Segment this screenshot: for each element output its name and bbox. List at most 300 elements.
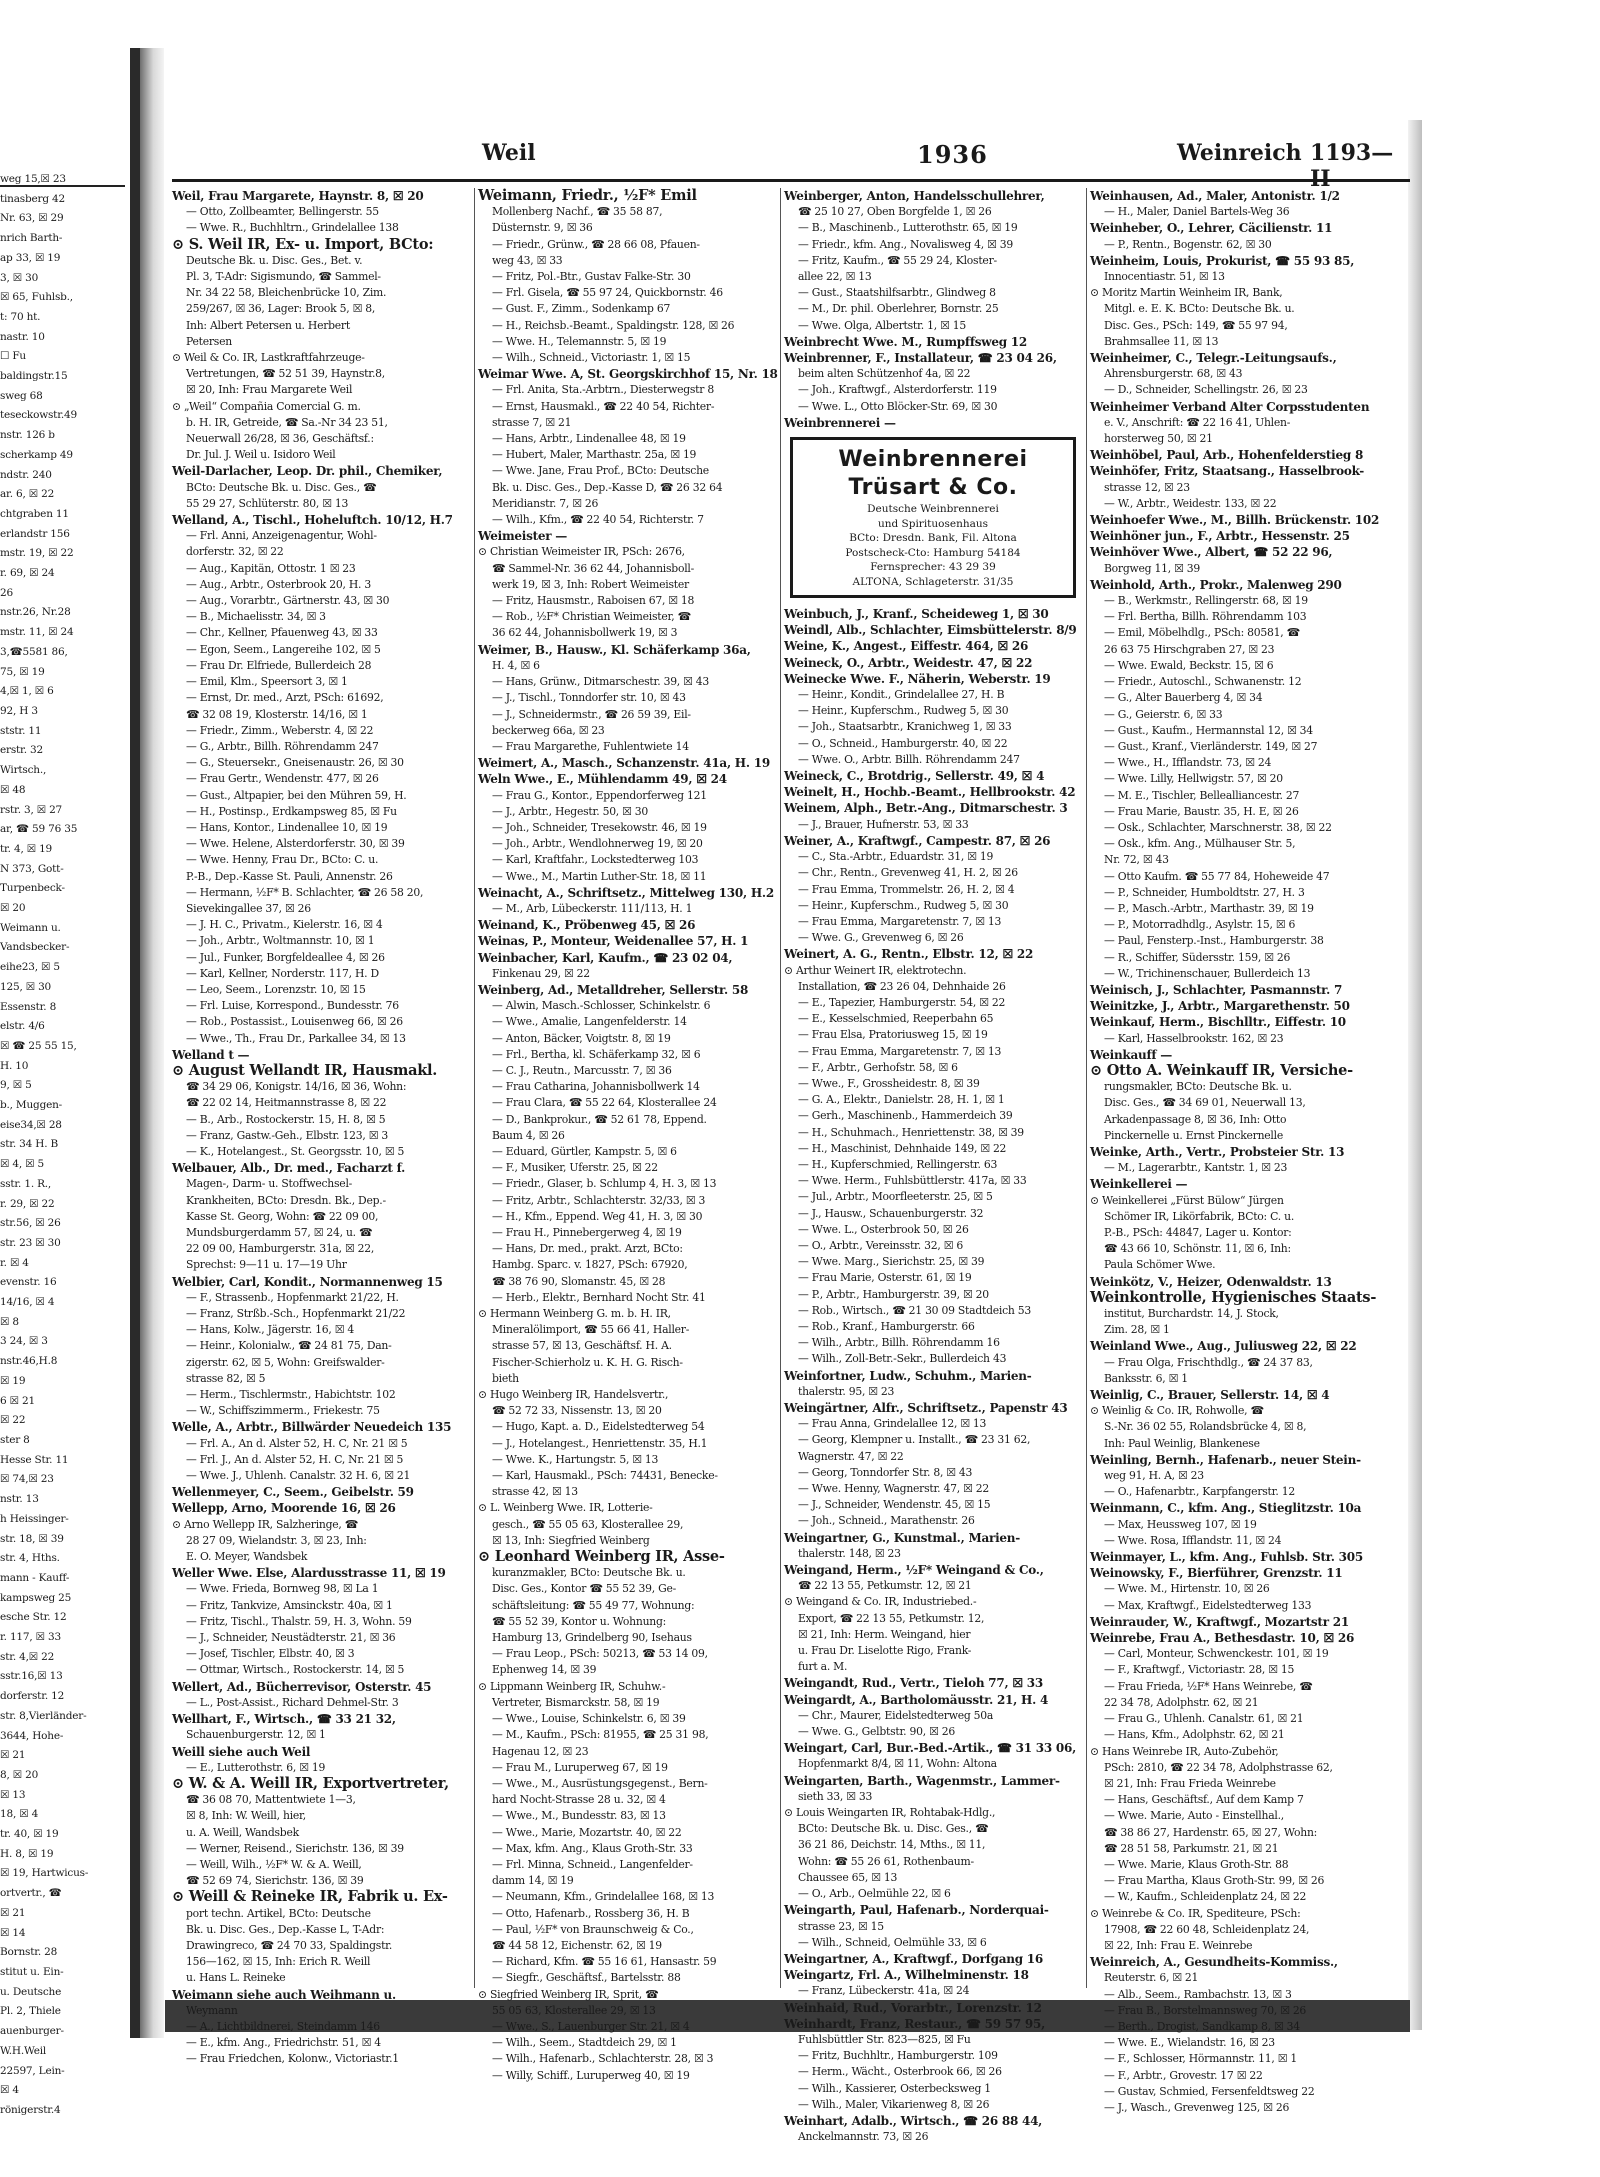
- directory-entry-continuation: — Aug., Kapitän, Ottostr. 1 ☒ 23: [186, 561, 356, 575]
- previous-page-line: kampsweg 25: [0, 1591, 72, 1604]
- directory-entry-continuation: — Chr., Rentn., Grevenweg 41, H. 2, ☒ 26: [798, 866, 1018, 880]
- directory-entry-continuation: — Frl. J., An d. Alster 52, H. C, Nr. 21 ☒ 5: [186, 1452, 404, 1466]
- directory-entry-continuation: — Emil, Möbelhdlg., PSch: 80581, ☎: [1104, 626, 1300, 640]
- previous-page-line: ap 33, ☒ 19: [0, 251, 61, 264]
- directory-entry-continuation: — W., Arbtr., Weidestr. 133, ☒ 22: [1104, 496, 1277, 510]
- directory-entry-continuation: — F., Schlosser, Hörmannstr. 11, ☒ 1: [1104, 2052, 1297, 2066]
- directory-entry-continuation: ☎ 22 02 14, Heitmannstrasse 8, ☒ 22: [186, 1096, 387, 1110]
- header-year: 1936: [917, 140, 988, 169]
- directory-entry-continuation: Fischer-Schierholz u. K. H. G. Risch-: [492, 1355, 683, 1369]
- directory-entry: Weinhold, Arth., Prokr., Malenweg 290: [1090, 577, 1342, 592]
- directory-entry: Weinberg, Ad., Metalldreher, Sellerstr. 58: [478, 982, 749, 997]
- ad-line: Fernsprecher: 43 29 39: [870, 561, 996, 574]
- directory-entry-continuation: — M., Kaufm., PSch: 81955, ☎ 25 31 98,: [492, 1728, 709, 1742]
- directory-entry-continuation: — R., Schiffer, Südersstr. 159, ☒ 26: [1104, 950, 1291, 964]
- directory-entry-continuation: ☎ 52 69 74, Sierichstr. 136, ☒ 39: [186, 1874, 364, 1888]
- directory-entry: Wellert, Ad., Bücherrevisor, Osterstr. 45: [172, 1679, 432, 1694]
- directory-entry-continuation: — Wwe., Marie, Mozartstr. 40, ☒ 22: [492, 1825, 682, 1839]
- directory-entry-continuation: 22 09 00, Hamburgerstr. 31a, ☒ 22,: [186, 1242, 375, 1256]
- directory-entry-continuation: weg 43, ☒ 33: [492, 253, 563, 267]
- directory-entry: ⊙ August Wellandt IR, Hausmakl.: [172, 1061, 438, 1079]
- directory-entry-continuation: — Hans, Kfm., Adolphstr. 62, ☒ 21: [1104, 1728, 1285, 1742]
- directory-entry-continuation: Fuhlsbüttler Str. 823—825, ☒ Fu: [798, 2032, 971, 2046]
- directory-entry-continuation: — Weill, Wilh., ½F* W. & A. Weill,: [186, 1857, 362, 1871]
- previous-page-line: ☒ 21: [0, 1906, 26, 1919]
- directory-entry: Weingartner, G., Kunstmal., Marien-: [784, 1530, 1020, 1545]
- directory-entry-continuation: — Paul, Fensterp.-Inst., Hamburgerstr. 38: [1104, 934, 1324, 948]
- directory-entry-continuation: — H., Maler, Daniel Bartels-Weg 36: [1104, 205, 1290, 219]
- directory-entry: Weinmayer, L., kfm. Ang., Fuhlsb. Str. 305: [1090, 1550, 1363, 1565]
- previous-page-line: nstr. 126 b: [0, 429, 55, 442]
- directory-entry-continuation: — J. H. C., Privatm., Kielerstr. 16, ☒ 4: [186, 918, 383, 932]
- directory-entry: Weinisch, J., Schlachter, Pasmannstr. 7: [1090, 982, 1343, 997]
- directory-entry-continuation: — C., Sta.-Arbtr., Eduardstr. 31, ☒ 19: [798, 850, 994, 864]
- directory-entry-continuation: — Paul, ½F* von Braunschweig & Co.,: [492, 1922, 694, 1936]
- directory-entry-continuation: sieth 33, ☒ 33: [798, 1789, 873, 1803]
- directory-entry-continuation: — P., Arbtr., Hamburgerstr. 39, ☒ 20: [798, 1287, 989, 1301]
- directory-entry: Welbier, Carl, Kondit., Normannenweg 15: [172, 1274, 443, 1289]
- directory-entry-continuation: — Gust. F., Zimm., Sodenkamp 67: [492, 302, 671, 316]
- previous-page-line: 18, ☒ 4: [0, 1808, 39, 1821]
- directory-entry-continuation: — Joh., Arbtr., Woltmannstr. 10, ☒ 1: [186, 934, 375, 948]
- directory-entry-continuation: — Karl, Hasselbrookstr. 162, ☒ 23: [1104, 1031, 1284, 1045]
- directory-entry-continuation: — Franz, Gastw.-Geh., Elbstr. 123, ☒ 3: [186, 1128, 388, 1142]
- directory-entry-continuation: — G., Geierstr. 6, ☒ 33: [1104, 707, 1223, 721]
- directory-entry-continuation: — Frau Emma, Trommelstr. 26, H. 2, ☒ 4: [798, 882, 1015, 896]
- column-divider: [780, 188, 781, 1988]
- previous-page-line: 3,☎5581 86,: [0, 645, 68, 658]
- directory-entry-continuation: — Herb., Elektr., Bernhard Nocht Str. 41: [492, 1290, 706, 1304]
- ad-subtitle: Trüsart & Co.: [848, 475, 1018, 501]
- previous-page-line: ☒ ☎ 25 55 15,: [0, 1039, 77, 1052]
- directory-entry-continuation: Brahmsallee 11, ☒ 13: [1104, 334, 1219, 348]
- directory-entry-continuation: — Friedr., Zimm., Weberstr. 4, ☒ 22: [186, 723, 374, 737]
- directory-entry-continuation: — Chr., Kellner, Pfauenweg 43, ☒ 33: [186, 626, 378, 640]
- directory-entry-continuation: Nr. 34 22 58, Bleichenbrücke 10, Zim.: [186, 286, 387, 300]
- directory-column-4: [1090, 188, 1408, 2114]
- previous-page-line: ☒ 13: [0, 1788, 26, 1801]
- directory-entry-continuation: Innocentiastr. 51, ☒ 13: [1104, 270, 1225, 284]
- previous-page-line: ☒ 48: [0, 783, 26, 796]
- directory-entry-continuation: — Frl. Anni, Anzeigenagentur, Wohl-: [186, 529, 377, 543]
- previous-page-line: sstr.16,☒ 13: [0, 1670, 63, 1683]
- directory-entry-continuation: — M. E., Tischler, Bellealliancestr. 27: [1104, 788, 1300, 802]
- directory-entry-continuation: — Ernst, Dr. med., Arzt, PSch: 61692,: [186, 691, 384, 705]
- directory-entry-continuation: — J., Schneider, Neustädterstr. 21, ☒ 36: [186, 1631, 396, 1645]
- directory-entry-continuation: Export, ☎ 22 13 55, Petkumstr. 12,: [798, 1611, 985, 1625]
- directory-entry-continuation: — Wwe. Henny, Frau Dr., BCto: C. u.: [186, 853, 379, 867]
- directory-entry: Welland t —: [172, 1047, 250, 1062]
- previous-page-line: Hesse Str. 11: [0, 1453, 69, 1466]
- directory-entry-continuation: — F., Musiker, Uferstr. 25, ☒ 22: [492, 1161, 658, 1175]
- previous-page-line: erstr. 32: [0, 744, 43, 757]
- directory-entry-continuation: Bk. u. Disc. Ges., Dep.-Kasse D, ☎ 26 32 64: [492, 480, 723, 494]
- directory-entry-continuation: — Franz, Strßb.-Sch., Hopfenmarkt 21/22: [186, 1307, 406, 1321]
- directory-entry-continuation: ☎ 43 66 10, Schönstr. 11, ☒ 6, Inh:: [1104, 1242, 1291, 1256]
- directory-entry-continuation: beckerweg 66a, ☒ 23: [492, 723, 605, 737]
- previous-page-line: N 373, Gott-: [0, 862, 64, 875]
- directory-entry-continuation: — Rob., ½F* Christian Weimeister, ☎: [492, 610, 691, 624]
- directory-entry-continuation: — P., Rentn., Bogenstr. 62, ☒ 30: [1104, 237, 1272, 251]
- directory-entry-continuation: ☒ 13, Inh: Siegfried Weinberg: [492, 1533, 650, 1547]
- directory-entry-continuation: — Wwe. Olga, Albertstr. 1, ☒ 15: [798, 318, 966, 332]
- directory-entry-continuation: ☎ 55 52 39, Kontor u. Wohnung:: [492, 1614, 667, 1628]
- directory-entry: Weinkauf, Herm., Bischlltr., Eiffestr. 10: [1090, 1015, 1346, 1030]
- directory-entry-continuation: — B., Michaelisstr. 34, ☒ 3: [186, 610, 326, 624]
- directory-entry-continuation: beim alten Schützenhof 4a, ☒ 22: [798, 367, 971, 381]
- directory-entry-continuation: — Wilh., Schneid., Victoriastr. 1, ☒ 15: [492, 351, 691, 365]
- directory-entry-continuation: — Wwe. G., Gelbtstr. 90, ☒ 26: [798, 1725, 955, 1739]
- directory-entry: ⊙ Louis Weingarten IR, Rohtabak-Hdlg.,: [784, 1806, 996, 1820]
- directory-entry-continuation: — L., Post-Assist., Richard Dehmel-Str. 3: [186, 1695, 399, 1709]
- directory-entry-continuation: — Gust., Altpapier, bei den Mühren 59, H.: [186, 788, 407, 802]
- directory-entry-continuation: strasse 57, ☒ 13, Geschäftsf. H. A.: [492, 1339, 672, 1353]
- previous-page-line: H. 10: [0, 1059, 29, 1072]
- directory-entry-continuation: — Wwe., M., Bundesstr. 83, ☒ 13: [492, 1809, 666, 1823]
- directory-entry-continuation: Mollenberg Nachf., ☎ 35 58 87,: [492, 205, 663, 219]
- directory-entry: Weinhardt, Franz, Restaur., ☎ 59 57 95,: [784, 2016, 1045, 2031]
- directory-entry-continuation: Ahrensburgerstr. 68, ☒ 43: [1104, 367, 1243, 381]
- directory-entry-continuation: Düsternstr. 9, ☒ 36: [492, 221, 593, 235]
- header-page-number: 1193—II: [1310, 140, 1394, 192]
- previous-page-line: 3644, Hohe-: [0, 1729, 64, 1742]
- directory-entry-continuation: — Wwe. R., Buchhltrn., Grindelallee 138: [186, 221, 399, 235]
- previous-page-line: ☒ 19, Hartwicus-: [0, 1867, 89, 1880]
- directory-entry-continuation: zigerstr. 62, ☒ 5, Wohn: Greifswalder-: [186, 1355, 385, 1369]
- directory-entry: ⊙ Christian Weimeister IR, PSch: 2676,: [478, 545, 685, 559]
- directory-entry-continuation: — Alb., Seem., Rambachstr. 13, ☒ 3: [1104, 1987, 1292, 2001]
- previous-page-line: sstr. 1. R.,: [0, 1177, 52, 1190]
- directory-entry-continuation: thalerstr. 148, ☒ 23: [798, 1546, 901, 1560]
- directory-entry-continuation: — Frau M., Luruperweg 67, ☒ 19: [492, 1760, 668, 1774]
- previous-page-line: str. 4, Hths.: [0, 1552, 60, 1565]
- directory-entry-continuation: — Osk., kfm. Ang., Mülhauser Str. 5,: [1104, 837, 1296, 851]
- directory-entry-continuation: — Wwe. O., Arbtr. Billh. Röhrendamm 247: [798, 752, 1020, 766]
- header-rule: [172, 179, 1410, 182]
- directory-entry: Welland, A., Tischl., Hoheluftch. 10/12, H.7: [172, 513, 453, 528]
- directory-entry-continuation: Mundsburgerdamm 57, ☒ 24, u. ☎: [186, 1226, 373, 1239]
- directory-entry-continuation: — Fritz, Buchhltr., Hamburgerstr. 109: [798, 2049, 998, 2063]
- previous-page-line: ster 8: [0, 1434, 30, 1446]
- directory-entry-continuation: — Frau H., Pinnebergerweg 4, ☒ 19: [492, 1226, 682, 1239]
- directory-entry: Weimert, A., Masch., Schanzenstr. 41a, H. 19: [478, 756, 770, 771]
- directory-column-3: [784, 188, 1082, 2144]
- directory-entry: ⊙ Otto A. Weinkauff IR, Versiche-: [1090, 1061, 1353, 1079]
- directory-entry-continuation: — Wwe. Henny, Wagnerstr. 47, ☒ 22: [798, 1482, 989, 1496]
- directory-entry-continuation: — Joh., Schneider, Tresekowstr. 46, ☒ 19: [492, 820, 707, 834]
- previous-page-line: 3 24, ☒ 3: [0, 1335, 48, 1348]
- directory-entry-continuation: — Jul., Arbtr., Moorfleeterstr. 25, ☒ 5: [798, 1190, 993, 1204]
- directory-entry-continuation: — Friedr., kfm. Ang., Novalisweg 4, ☒ 39: [798, 237, 1013, 251]
- directory-entry-continuation: — Frl. Luise, Korrespond., Bundesstr. 76: [186, 999, 399, 1013]
- directory-entry-continuation: — W., Kaufm., Schleidenplatz 24, ☒ 22: [1104, 1890, 1307, 1904]
- directory-entry-continuation: — J., Tischl., Tonndorfer str. 10, ☒ 43: [492, 691, 686, 705]
- previous-page-line: tr. 4, ☒ 19: [0, 842, 53, 855]
- directory-entry-continuation: — B., Maschinenb., Lutterothstr. 65, ☒ 19: [798, 221, 1018, 235]
- directory-entry-continuation: — Wilh., Seem., Stadtdeich 29, ☒ 1: [492, 2036, 677, 2050]
- previous-page-line: W.H.Weil: [0, 2044, 47, 2057]
- directory-entry-continuation: — H., Kfm., Eppend. Weg 41, H. 3, ☒ 30: [492, 1209, 703, 1223]
- directory-entry-continuation: — Herm., Wächt., Osterbrook 66, ☒ 26: [798, 2065, 1002, 2079]
- directory-entry: Weingartz, Frl. A., Wilhelminenstr. 18: [784, 1968, 1029, 1983]
- directory-entry: Weimann, Friedr., ½F* Emil: [478, 187, 697, 204]
- directory-entry-continuation: — O., Hafenarbtr., Karpfangerstr. 12: [1104, 1485, 1295, 1499]
- ad-line: Postscheck-Cto: Hamburg 54184: [845, 546, 1021, 559]
- directory-entry-continuation: strasse 23, ☒ 15: [798, 1919, 884, 1933]
- directory-entry-continuation: — D., Schneider, Schellingstr. 26, ☒ 23: [1104, 383, 1308, 397]
- directory-entry-continuation: — G., Arbtr., Billh. Röhrendamm 247: [186, 739, 379, 753]
- directory-entry-continuation: port techn. Artikel, BCto: Deutsche: [186, 1906, 371, 1920]
- previous-page-line: 125, ☒ 30: [0, 980, 52, 993]
- directory-entry-continuation: u. A. Weill, Wandsbek: [186, 1825, 299, 1839]
- directory-entry-continuation: 259/267, ☒ 36, Lager: Brook 5, ☒ 8,: [186, 302, 376, 316]
- directory-entry: ⊙ Moritz Martin Weinheim IR, Bank,: [1090, 286, 1283, 300]
- directory-entry-continuation: — Wwe., M., Martin Luther-Str. 18, ☒ 11: [492, 869, 707, 883]
- directory-entry-continuation: — Frau Elsa, Pratoriusweg 15, ☒ 19: [798, 1028, 988, 1042]
- directory-entry-continuation: — Gust., Kaufm., Hermannstal 12, ☒ 34: [1104, 723, 1313, 737]
- directory-entry-continuation: — Fritz, Tankvize, Amsinckstr. 40a, ☒ 1: [186, 1598, 393, 1612]
- directory-entry: ⊙ Leonhard Weinberg IR, Asse-: [478, 1548, 725, 1566]
- previous-page-line: ☒ 22: [0, 1414, 26, 1427]
- directory-entry: Weinfortner, Ludw., Schuhm., Marien-: [784, 1368, 1032, 1383]
- previous-page-line: sweg 68: [0, 389, 43, 402]
- directory-entry-continuation: — Karl, Kellner, Norderstr. 117, H. D: [186, 966, 379, 980]
- directory-entry: Weinreich, A., Gesundheits-Kommiss.,: [1090, 1955, 1338, 1970]
- previous-page-line: Weimann u.: [0, 921, 61, 934]
- directory-entry-continuation: — Fritz, Hausmstr., Raboisen 67, ☒ 18: [492, 594, 695, 608]
- directory-entry-continuation: — Frau Frieda, ½F* Hans Weinrebe, ☎: [1104, 1679, 1313, 1693]
- directory-entry-continuation: — Frau Emma, Margaretenstr. 7, ☒ 13: [798, 1044, 1002, 1058]
- directory-entry-continuation: ☒ 21, Inh: Herm. Weingand, hier: [798, 1627, 971, 1641]
- directory-entry-continuation: Schauenburgerstr. 12, ☒ 1: [186, 1728, 326, 1742]
- directory-entry-continuation: u. Hans L. Reineke: [186, 1971, 286, 1985]
- directory-entry-continuation: strasse 42, ☒ 13: [492, 1485, 578, 1499]
- directory-entry: Wellhart, F., Wirtsch., ☎ 33 21 32,: [172, 1712, 396, 1727]
- ad-line: Deutsche Weinbrennerei: [867, 503, 999, 516]
- directory-entry: Weinheimer, C., Telegr.-Leitungsaufs.,: [1090, 351, 1337, 366]
- previous-page-line: ortvertr., ☎: [0, 1887, 62, 1900]
- directory-entry: Weinhöfer, Fritz, Staatsang., Hasselbrook-: [1090, 464, 1364, 479]
- header-last-entry: Weinreich: [1177, 140, 1302, 166]
- directory-entry-continuation: — G., Alter Bauerberg 4, ☒ 34: [1104, 691, 1263, 705]
- directory-entry-continuation: — Alwin, Masch.-Schlosser, Schinkelstr. 6: [492, 999, 711, 1013]
- previous-page-line: 3, ☒ 30: [0, 271, 39, 284]
- directory-entry-continuation: — Joh., Schneid., Marathenstr. 26: [798, 1514, 975, 1528]
- directory-entry-continuation: 28 27 09, Wielandstr. 3, ☒ 23, Inh:: [186, 1533, 367, 1547]
- directory-entry-continuation: — Wwe. Marg., Sierichstr. 25, ☒ 39: [798, 1255, 985, 1269]
- previous-page-line: r. 29, ☒ 22: [0, 1197, 55, 1210]
- directory-entry: Weinrebe, Frau A., Bethesdastr. 10, ☒ 26: [1090, 1631, 1355, 1646]
- previous-page-line: eihe23, ☒ 5: [0, 961, 60, 974]
- previous-page-line: b., Muggen-: [0, 1099, 63, 1112]
- directory-entry-continuation: — Wilh., Kassierer, Osterbecksweg 1: [798, 2081, 991, 2095]
- directory-entry: Weingärtner, Alfr., Schriftsetz., Papenstr 43: [784, 1401, 1068, 1415]
- directory-entry-continuation: — J., Wasch., Grevenweg 125, ☒ 26: [1104, 2100, 1290, 2114]
- directory-entry-continuation: — J., Hausw., Schauenburgerstr. 32: [798, 1206, 984, 1220]
- directory-entry-continuation: u. Frau Dr. Liselotte Rigo, Frank-: [798, 1644, 972, 1658]
- directory-entry-continuation: ☎ 44 58 12, Eichenstr. 62, ☒ 19: [492, 1938, 662, 1952]
- directory-entry-continuation: — Otto, Zollbeamter, Bellingerstr. 55: [186, 205, 379, 219]
- directory-entry-continuation: — Anton, Bäcker, Voigtstr. 8, ☒ 19: [492, 1031, 671, 1045]
- previous-page-lines: [0, 170, 125, 2121]
- directory-entry-continuation: — Wwe. Ewald, Beckstr. 15, ☒ 6: [1104, 658, 1274, 672]
- directory-entry: Weinhöner jun., F., Arbtr., Hessenstr. 25: [1090, 529, 1350, 544]
- directory-entry-continuation: ☎ 22 13 55, Petkumstr. 12, ☒ 21: [798, 1579, 972, 1593]
- directory-entry-continuation: — E., Lutterothstr. 6, ☒ 19: [186, 1760, 326, 1774]
- column-divider: [1086, 188, 1087, 1988]
- previous-page-line: 9, ☒ 5: [0, 1079, 32, 1092]
- previous-page-line: mstr. 11, ☒ 24: [0, 626, 74, 639]
- directory-entry-continuation: rungsmakler, BCto: Deutsche Bk. u.: [1104, 1080, 1292, 1094]
- directory-entry: ⊙ Arno Wellepp IR, Salzheringe, ☎: [172, 1517, 358, 1531]
- directory-entry-continuation: — J., Schneider, Wendenstr. 45, ☒ 15: [798, 1498, 991, 1512]
- previous-page-line: str. 8,Vierländer-: [0, 1709, 87, 1722]
- directory-entry-continuation: — Max, Kraftwgf., Eidelstedterweg 133: [1104, 1598, 1312, 1612]
- directory-entry-continuation: 26 63 75 Hirschgraben 27, ☒ 23: [1104, 642, 1275, 656]
- directory-entry: Weingandt, Rud., Vertr., Tieloh 77, ☒ 33: [784, 1676, 1043, 1691]
- directory-entry: ⊙ Hans Weinrebe IR, Auto-Zubehör,: [1090, 1744, 1279, 1758]
- previous-page-line: ☒ 65, Fuhlsb.,: [0, 291, 73, 304]
- previous-page-line: nstr. 13: [0, 1493, 39, 1506]
- directory-entry-continuation: — Gerh., Maschinenb., Hammerdeich 39: [798, 1109, 1013, 1123]
- directory-entry-continuation: ☎ 28 51 58, Parkumstr. 21, ☒ 21: [1104, 1841, 1279, 1855]
- directory-entry-continuation: — Jul., Funker, Borgfeldeallee 4, ☒ 26: [186, 950, 385, 964]
- previous-page-line: elstr. 4/6: [0, 1020, 45, 1033]
- directory-entry-continuation: Inh: Paul Weinlig, Blankenese: [1104, 1436, 1260, 1450]
- directory-entry-continuation: — Friedr., Glaser, b. Schlump 4, H. 3, ☒ 13: [492, 1177, 717, 1191]
- directory-entry-continuation: — Herm., Tischlermstr., Habichtstr. 102: [186, 1388, 396, 1402]
- directory-entry-continuation: — Wilh., Maler, Vikarienweg 8, ☒ 26: [798, 2097, 990, 2111]
- directory-entry: Weinlig, C., Brauer, Sellerstr. 14, ☒ 4: [1090, 1388, 1330, 1403]
- directory-entry-continuation: E. O. Meyer, Wandsbek: [186, 1550, 308, 1564]
- directory-entry: Weine, K., Angest., Eiffestr. 464, ☒ 26: [784, 639, 1029, 654]
- directory-entry-continuation: — Wwe. Rosa, Ifflandstr. 11, ☒ 24: [1104, 1533, 1282, 1547]
- directory-entry-continuation: Reuterstr. 6, ☒ 21: [1104, 1971, 1199, 1985]
- directory-entry-continuation: — C. J., Reutn., Marcusstr. 7, ☒ 36: [492, 1063, 672, 1077]
- directory-entry-continuation: 36 21 86, Deichstr. 14, Mths., ☒ 11,: [798, 1838, 986, 1852]
- directory-entry-continuation: — Rob., Postassist., Louisenweg 66, ☒ 26: [186, 1015, 403, 1029]
- previous-page-fragment: [0, 170, 125, 2116]
- directory-entry-continuation: — Frau Emma, Margaretenstr. 7, ☒ 13: [798, 914, 1002, 928]
- directory-entry: Weil, Frau Margarete, Haynstr. 8, ☒ 20: [172, 189, 424, 203]
- directory-entry-continuation: — Leo, Seem., Lorenzstr. 10, ☒ 15: [186, 982, 366, 996]
- directory-entry-continuation: Bk. u. Disc. Ges., Dep.-Kasse L, T-Adr:: [186, 1922, 385, 1936]
- directory-entry: Weinas, P., Monteur, Weidenallee 57, H. 1: [478, 934, 749, 949]
- previous-page-line: scherkamp 49: [0, 448, 73, 461]
- directory-entry: Weineck, C., Brotdrig., Sellerstr. 49, ☒ 4: [784, 769, 1045, 784]
- directory-entry-continuation: Ephenweg 14, ☒ 39: [492, 1663, 597, 1677]
- directory-entry-continuation: — Hugo, Kapt. a. D., Eidelstedterweg 54: [492, 1420, 705, 1434]
- directory-entry-continuation: — Frau G., Uhlenh. Canalstr. 61, ☒ 21: [1104, 1712, 1304, 1726]
- directory-entry-continuation: — Frau Leop., PSch: 50213, ☎ 53 14 09,: [492, 1647, 708, 1661]
- directory-entry: Weill siehe auch Weil: [172, 1744, 311, 1759]
- directory-entry: Weil-Darlacher, Leop. Dr. phil., Chemiker,: [172, 464, 443, 479]
- directory-entry-continuation: 36 62 44, Johannisbollwerk 19, ☒ 3: [492, 626, 678, 640]
- previous-page-line: ☒ 4: [0, 2084, 19, 2097]
- directory-entry-continuation: — Hans, Grünw., Ditmarschestr. 39, ☒ 43: [492, 675, 710, 689]
- directory-entry: Weinbrennerei —: [784, 415, 896, 430]
- directory-entry-continuation: — Wilh., Zoll-Betr.-Sekr., Bullerdeich 43: [798, 1352, 1007, 1366]
- previous-page-line: str.56, ☒ 26: [0, 1217, 61, 1230]
- directory-entry-continuation: — Josef, Tischler, Elbstr. 40, ☒ 3: [186, 1647, 355, 1661]
- previous-page-line: str. 4,☒ 22: [0, 1650, 55, 1663]
- page-gutter: [140, 48, 164, 2038]
- directory-entry-continuation: — P., Motorradhdlg., Asylstr. 15, ☒ 6: [1104, 918, 1296, 932]
- directory-entry-continuation: ☎ 52 72 33, Nissenstr. 13, ☒ 20: [492, 1404, 662, 1418]
- previous-page-line: ☒ 21: [0, 1749, 26, 1762]
- directory-entry-continuation: — W., Trichinenschauer, Bullerdeich 13: [1104, 966, 1311, 980]
- directory-entry-continuation: — Heinr., Kupferschm., Rudweg 5, ☒ 30: [798, 704, 1009, 718]
- directory-entry-continuation: Deutsche Bk. u. Disc. Ges., Bet. v.: [186, 253, 363, 267]
- previous-page-line: esche Str. 12: [0, 1611, 67, 1624]
- directory-entry-continuation: — Wwe. Marie, Auto - Einstellhal.,: [1104, 1809, 1284, 1823]
- directory-entry-continuation: ☎ 32 08 19, Klosterstr. 14/16, ☒ 1: [186, 707, 368, 721]
- directory-entry: Weimann siehe auch Weihmann u.: [172, 1987, 396, 2002]
- directory-entry-continuation: — W., Schiffszimmerm., Friekestr. 75: [186, 1404, 380, 1418]
- directory-entry-continuation: 156—162, ☒ 15, Inh: Erich R. Weill: [186, 1955, 371, 1969]
- previous-page-line: 92, H 3: [0, 704, 38, 717]
- directory-entry-continuation: — Wwe. L., Osterbrook 50, ☒ 26: [798, 1222, 969, 1236]
- previous-page-line: Vandsbecker-: [0, 941, 70, 954]
- directory-entry-continuation: — J., Hotelangest., Henriettenstr. 35, H.1: [492, 1436, 708, 1450]
- directory-entry-continuation: Magen-, Darm- u. Stoffwechsel-: [186, 1177, 353, 1191]
- directory-entry: ⊙ Weinkellerei „Fürst Bülow“ Jürgen: [1090, 1193, 1284, 1207]
- directory-entry-continuation: — Wwe., S., Lauenburger Str. 21, ☒ 4: [492, 2019, 690, 2033]
- directory-entry: Weinhart, Adalb., Wirtsch., ☎ 26 88 44,: [784, 2113, 1043, 2128]
- directory-entry-continuation: PSch: 2810, ☎ 22 34 78, Adolphstrasse 62,: [1104, 1760, 1333, 1774]
- directory-entry-continuation: — Eduard, Gürtler, Kampstr. 5, ☒ 6: [492, 1144, 677, 1158]
- directory-entry: Weinkellerei —: [1090, 1177, 1188, 1192]
- directory-entry-continuation: — Aug., Vorarbtr., Gärtnerstr. 43, ☒ 30: [186, 594, 390, 608]
- directory-entry: Wellenmeyer, C., Seem., Geibelstr. 59: [172, 1485, 414, 1500]
- previous-page-line: teseckowstr.49: [0, 409, 77, 422]
- previous-page-line: Bornstr. 28: [0, 1946, 58, 1959]
- directory-entry-continuation: ☎ 34 29 06, Konigstr. 14/16, ☒ 36, Wohn:: [186, 1080, 407, 1094]
- previous-page-line: h Heissinger-: [0, 1512, 69, 1525]
- directory-column-1: [172, 188, 470, 2066]
- directory-entry-continuation: — E., Tapezier, Hamburgerstr. 54, ☒ 22: [798, 995, 1006, 1009]
- directory-entry-continuation: — H., Kupferschmied, Rellingerstr. 63: [798, 1157, 998, 1171]
- directory-entry-continuation: — Fritz, Kaufm., ☎ 55 29 24, Kloster-: [798, 253, 997, 267]
- directory-entry-continuation: — Georg, Tonndorfer Str. 8, ☒ 43: [798, 1465, 973, 1479]
- directory-entry-continuation: — A., Lichtbildnerei, Steindamm 146: [186, 2019, 380, 2033]
- previous-page-line: ar. 6, ☒ 22: [0, 488, 55, 501]
- directory-entry-continuation: — M., Dr. phil. Oberlehrer, Bornstr. 25: [798, 302, 999, 316]
- directory-entry-continuation: — F., Arbtr., Gerhofstr. 58, ☒ 6: [798, 1060, 958, 1074]
- directory-entry-continuation: — J., Arbtr., Hegestr. 50, ☒ 30: [492, 804, 649, 818]
- directory-entry-continuation: schäftsleitung: ☎ 55 49 77, Wohnung:: [492, 1598, 695, 1612]
- directory-entry: ⊙ „Weil“ Compañia Comercial G. m.: [172, 399, 361, 413]
- directory-entry-continuation: kuranzmakler, BCto: Deutsche Bk. u.: [492, 1566, 686, 1580]
- previous-page-line: 6 ☒ 21: [0, 1394, 35, 1407]
- directory-entry: Welle, A., Arbtr., Billwärder Neuedeich 135: [172, 1420, 452, 1435]
- directory-entry: Weinberger, Anton, Handelsschullehrer,: [784, 189, 1045, 203]
- previous-page-line: u. Deutsche: [0, 1985, 62, 1998]
- directory-entry-continuation: — Frau Clara, ☎ 55 22 64, Klosterallee 24: [492, 1096, 717, 1110]
- directory-entry-continuation: — Wilh., Schneid, Oelmühle 33, ☒ 6: [798, 1935, 987, 1949]
- directory-entry: Weinem, Alph., Betr.-Ang., Ditmarschestr. 3: [784, 801, 1068, 816]
- directory-entry-continuation: — Wwe., H., Ifflandstr. 73, ☒ 24: [1104, 756, 1272, 770]
- directory-entry: Weindl, Alb., Schlachter, Eimsbüttelerstr. 8/9: [784, 623, 1077, 638]
- directory-entry-continuation: — Gustav, Schmied, Fersenfeldtsweg 22: [1104, 2084, 1315, 2098]
- directory-entry-continuation: — Wilh., Kfm., ☎ 22 40 54, Richterstr. 7: [492, 513, 704, 527]
- previous-page-line: ☒ 74,☒ 23: [0, 1473, 54, 1486]
- directory-entry-continuation: — Gust., Kranf., Vierländerstr. 149, ☒ 27: [1104, 739, 1318, 753]
- directory-entry-continuation: Wohn: ☎ 55 26 61, Rothenbaum-: [798, 1854, 974, 1868]
- directory-entry-continuation: Zim. 28, ☒ 1: [1104, 1323, 1170, 1337]
- previous-page-line: r. ☒ 4: [0, 1256, 29, 1269]
- directory-entry-continuation: — Wwe. Lilly, Hellwigstr. 57, ☒ 20: [1104, 772, 1283, 786]
